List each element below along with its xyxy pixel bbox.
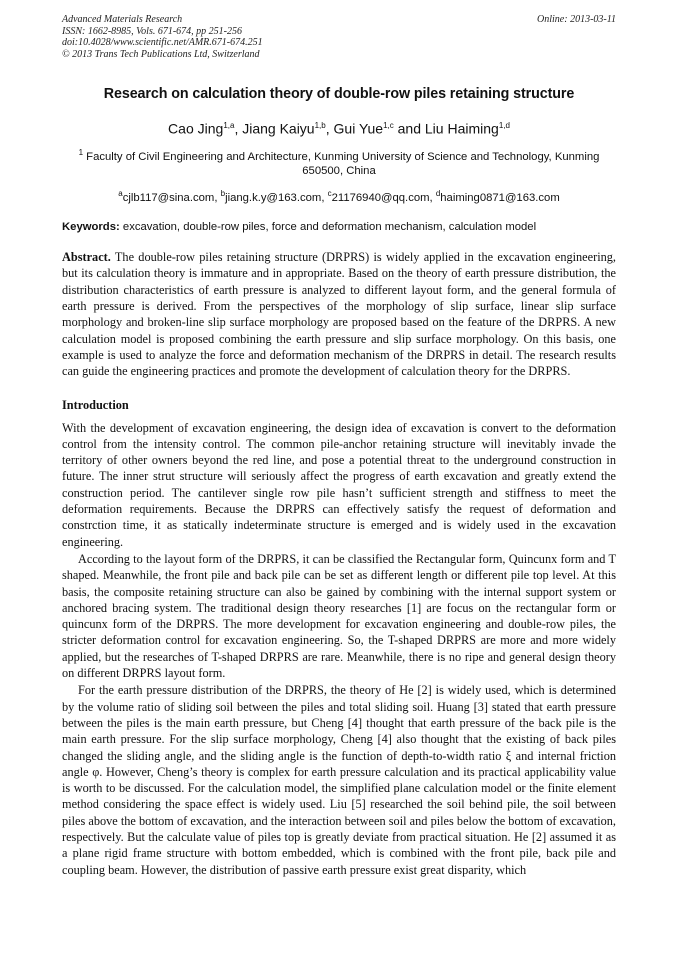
email-sup: d	[435, 189, 441, 199]
issn-line: ISSN: 1662-8985, Vols. 671-674, pp 251-256	[62, 25, 242, 37]
journal-header	[62, 14, 616, 60]
author-sep: ,	[325, 120, 334, 137]
author-sup: 1,a	[223, 121, 235, 130]
intro-paragraph-3: For the earth pressure distribution of the DRPRS, the theory of He [2] is widely used, which is determined by the volume ratio of sliding soil between the piles and total sliding soil. Huang [3] stated that earth pressure between the piles is the main earth pressure, but Cheng [4] thought that earth pressure of the back pile is the main earth pressure. For the slip surface morphology, Cheng [4] also thought that the existing of back piles changed the sliding angle, and the sliding angle is the function of depth-to-width ratio ξ and internal friction angle φ. However, Cheng’s theory is complex for earth pressure calculation and its practical applicability value is worth to be discussed. For the calculation model, the simplified plane calculation model or the finite element method considering the space effect is widely used. Liu [5] researched the soil behind pile, the soil between piles above the bottom of excavation, and the interaction between soil and piles below the bottom of excavation, respectively. But the calculate value of piles top is greatly deviate from practical situation. He [2] assumed it as a plane rigid frame structure with bottom embedded, which is combined with the front pile, back pile and coupling beam. However, the distribution of passive earth pressure exist great disparity, which	[62, 683, 616, 877]
email-address: jiang.k.y@163.com	[225, 192, 322, 205]
affiliation	[62, 146, 616, 179]
email-sup: a	[118, 189, 123, 199]
affiliation-text: Faculty of Civil Engineering and Architecture, Kunming University of Science and Technology, Kunming 650500, China	[86, 150, 600, 177]
email-address: haiming0871@163.com	[440, 192, 560, 205]
author-sep: ,	[234, 120, 243, 137]
author-sup: 1,d	[498, 121, 510, 130]
email-sep: ,	[214, 192, 221, 205]
keywords	[62, 220, 616, 234]
author-sup: 1,c	[383, 121, 394, 130]
email-address: 21176940@qq.com	[331, 192, 430, 205]
author-sup: 1,b	[314, 121, 326, 130]
author-name: Cao Jing	[168, 120, 224, 137]
email-sup: b	[220, 189, 226, 199]
intro-paragraph-2: According to the layout form of the DRPRS, it can be classified the Rectangular form, Quincunx form and T shaped. Meanwhile, the front pile and back pile can be set as different length or different pile top level. At this basis, the composite retaining structure can also be gained by combining with the internal support system or anchored bracing system. The traditional design theory researches [1] are focus on the rectangular form or quincunx form of the DRPRS. The more development for excavation engineering and double-row piles, the stricter deformation control for excavation engineering. So, the T-shaped DRPRS are more and more widely applied, but the researches of T-shaped DRPRS are rare. Meanwhile, there is no ripe and general design theory on different DRPRS layout form.	[62, 551, 616, 681]
email-sep: ,	[321, 192, 328, 205]
author-name: Jiang Kaiyu	[242, 120, 315, 137]
journal-name: Advanced Materials Research	[62, 14, 183, 25]
author-name: Gui Yue	[333, 120, 384, 137]
section-heading-introduction: Introduction	[62, 397, 129, 412]
online-date: Online: 2013-03-11	[537, 14, 616, 25]
intro-paragraph-1: With the development of excavation engineering, the design idea of excavation is convert to the deformation control from the intensity control. The common pile-anchor retaining structure will inevitably invade the territory of other owners beyond the red line, and pose a potential threat to the underground construction in future. The inner strut structure will seriously affect the progress of earth excavation and greatly extend the construction period. The cantilever single row pile hasn’t sufficient strength and stiffness to meet the deformation requirements. Because the DRPRS can effectively satisfy the request of deformation and constrction time, it as statically indeterminate structure is emerged and is widely used in the excavation engineering.	[62, 420, 616, 549]
author-list	[62, 117, 616, 138]
abstract	[62, 249, 616, 379]
paper-page	[62, 14, 616, 878]
email-list	[62, 187, 616, 205]
abstract-label: Abstract.	[62, 250, 111, 265]
paper-title: Research on calculation theory of double-row piles retaining structure	[103, 86, 575, 102]
author-name: Liu Haiming	[424, 120, 499, 137]
email-address: cjlb117@sina.com	[122, 192, 215, 205]
copyright-line: © 2013 Trans Tech Publications Ltd, Switzerland	[62, 48, 260, 60]
keywords-label: Keywords:	[62, 221, 120, 234]
author-sep: and	[393, 120, 425, 137]
email-sup: c	[327, 189, 332, 199]
affiliation-sup: 1	[78, 147, 84, 157]
keywords-text: excavation, double-row piles, force and deformation mechanism, calculation model	[122, 221, 537, 234]
email-sep: ,	[429, 192, 436, 205]
abstract-text: The double-row piles retaining structure (DRPRS) is widely applied in the excavation engineering, but its calculation theory is immature and in appropriate. Based on the theory of earth pressure distribution, the distribution characteristics of earth pressure is analyzed to different layout form, and the general formula of earth pressure is derived. From the perspectives of the morphology of slip surface, linear slip surface morphology and broken-line slip surface morphology are proposed based on the feature of the DRPRS. A new calculation model is proposed combining the earth pressure and slip surface morphology. On this basis, one example is used to analyze the force and deformation mechanism of the DRPRS in detail. The research results can guide the engineering practices and promote the development of calculation theory for the DRPRS.	[62, 250, 616, 379]
doi-line: doi:10.4028/www.scientific.net/AMR.671-674.251	[62, 37, 263, 48]
